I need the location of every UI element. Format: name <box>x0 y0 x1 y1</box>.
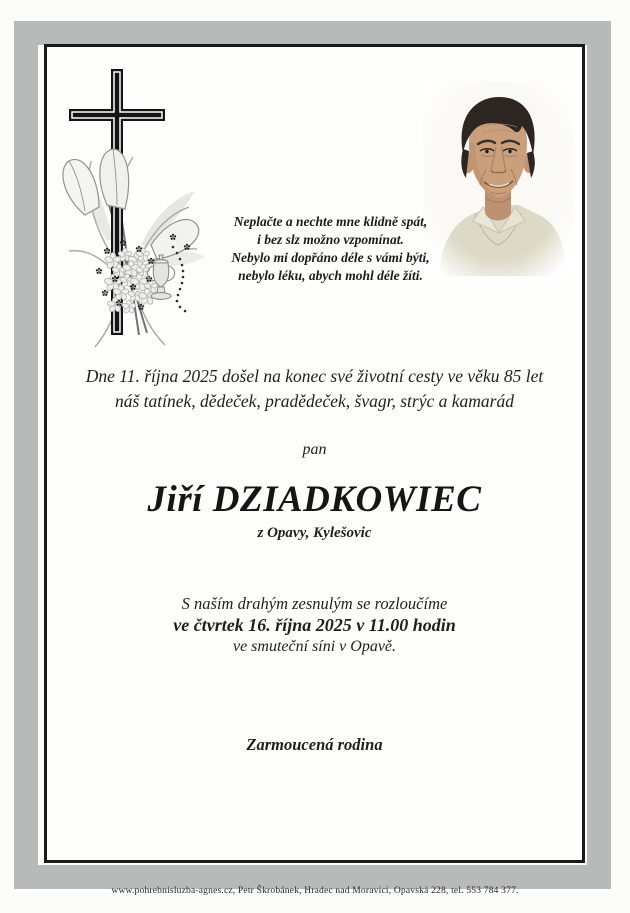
farewell-datetime: ve čtvrtek 16. října 2025 v 11.00 hodin <box>173 615 456 635</box>
deceased-name: Jiří DZIADKOWIEC <box>147 479 482 520</box>
verse-line: nebylo léku, abych mohl déle žíti. <box>238 268 423 283</box>
verse-line: Neplačte a nechte mne klidně spát, <box>233 214 428 229</box>
deceased-origin: z Opavy, Kylešovic <box>257 525 372 541</box>
announcement-line: Dne 11. října 2025 došel na konec své životní cesty ve věku 85 let <box>85 366 544 386</box>
farewell-line: S naším drahým zesnulým se rozloučíme <box>181 594 448 613</box>
honorific: pan <box>302 441 327 458</box>
farewell-details <box>47 593 582 657</box>
announcement-line: náš tatínek, dědeček, pradědeček, švagr, strýc a kamarád <box>115 391 514 411</box>
closing-signature: Zarmoucená rodina <box>246 735 383 754</box>
death-announcement <box>47 364 582 414</box>
verse-line: i bez slz možno vzpomínat. <box>257 232 404 247</box>
funeral-home-footer: www.pohrebnisluzba-agnes.cz, Petr Škrobánek, Hradec nad Moravicí, Opavská 228, tel. 553 784 377. <box>111 886 519 896</box>
verse-line: Nebylo mi dopřáno déle s vámi býti, <box>231 250 430 265</box>
memorial-verse <box>47 213 582 285</box>
farewell-place: ve smuteční síni v Opavě. <box>232 638 397 655</box>
content-area <box>47 47 582 860</box>
